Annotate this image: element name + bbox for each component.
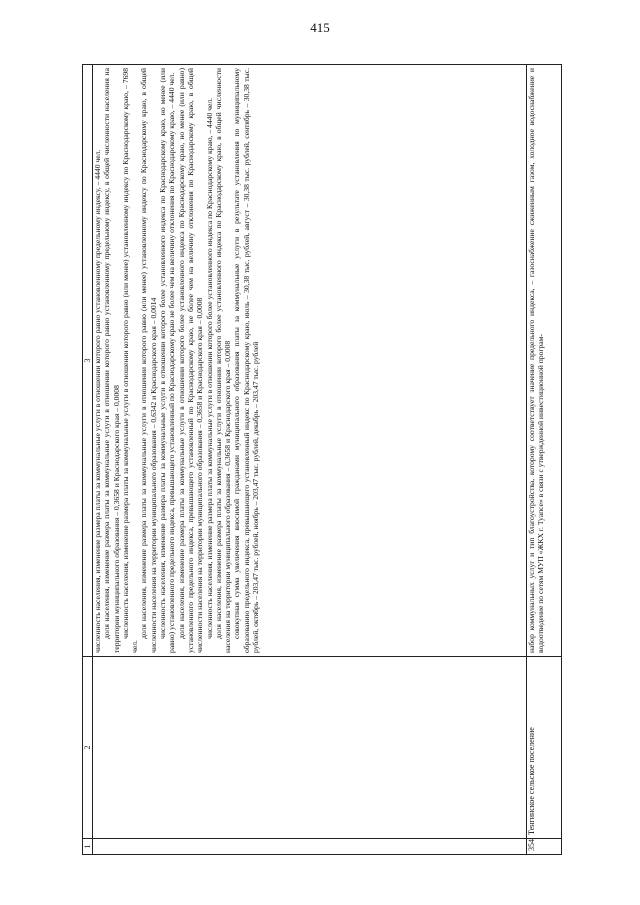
paragraph: набор коммунальных услуг и тип благоустройства, которому соответствует значение предельного индекса, – газоснабжение сжиженным газом, холодное водоснабжение и водоотведение по сетям МУП «ЖКХ г. Туапсе» в связи с утвержденной инвестиционной програм- bbox=[527, 68, 546, 653]
row-number bbox=[93, 839, 527, 855]
row-number: 354 bbox=[527, 839, 562, 855]
indices-table bbox=[82, 64, 562, 855]
paragraph: численность населения, изменение размера платы за коммунальные услуги в отношении которого равно установленному предельному индексу, – 4440 чел. bbox=[93, 149, 102, 653]
paragraph: численность населения, изменение размера платы за коммунальные услуги в отношении которого равно (или менее) установленному индексу по Краснодарскому краю, – 7698 чел. bbox=[120, 68, 140, 653]
paragraph: совокупная сумма увеличения вносимой гражданами муниципального образования платы за коммунальные услуги в результате установления по муниципальному образованию предельного индекса, превышающего установленный индекс по Краснодарскому краю, июль – 30,38 тыс. рублей, август – 30,38 тыс. рублей, сентябрь – 30,38 тыс. рублей, октябрь – 203,47 тыс. рублей, ноябрь – 203,47 тыс. рублей, декабрь – 203,47 тыс. рублей bbox=[232, 68, 261, 653]
municipality-name: Тенгинское сельское поселение bbox=[527, 657, 562, 839]
paragraph: доля населения, изменение размера платы за коммунальные услуги в отношении которого более установленного индекса по Краснодарскому краю, но менее (или равно) установленного предельного индекса, превышающего установленный по Краснодарскому краю, не более чем на величину отклонения по Краснодарскому краю, в общей численности населения на территории муниципального образования – 0,3658 и Краснодарского края – 0,0008 bbox=[176, 68, 205, 653]
table-row-354 bbox=[527, 65, 562, 855]
description-cell bbox=[527, 65, 562, 657]
paragraph: численность населения, изменение размера платы за коммунальные услуги в отношении которого более установленного индекса по Краснодарскому краю, – 4440 чел. bbox=[204, 97, 214, 639]
page-number: 415 bbox=[310, 20, 330, 35]
rotated-table-wrapper bbox=[82, 65, 562, 855]
header-col-1: 1 bbox=[83, 839, 93, 855]
table-header-row bbox=[83, 65, 93, 855]
paragraph: численность населения, изменение размера платы за коммунальные услуги в отношении которого более установленного индекса по Краснодарскому краю, но менее (или равно) установленного предельного индекса, превышающего установленный по Краснодарскому краю не более чем на величину отклонения по Краснодарскому краю, – 4440 чел. bbox=[158, 68, 177, 653]
description-cell bbox=[93, 65, 527, 657]
header-col-3: 3 bbox=[83, 65, 93, 657]
municipality-name bbox=[93, 657, 527, 839]
paragraph: доля населения, изменение размера платы за коммунальные услуги в отношении которого более установленного индекса по Краснодарскому краю, в общей численности населения на территории муниципального образования – 0,3658 и Краснодарского края – 0,0008 bbox=[213, 68, 233, 653]
paragraph: доля населения, изменение размера платы за коммунальные услуги в отношении которого равно (или менее) установленному индексу по Краснодарскому краю, в общей численности населения на территории муниципального образования – 0,6342 и Краснодарского края – 0,0014 bbox=[139, 68, 158, 653]
header-col-2: 2 bbox=[83, 657, 93, 839]
paragraph: доля населения, изменение размера платы за коммунальные услуги в отношении которого равно установленному предельному индексу, в общей численности населения на территории муниципального образования – 0,3658 и Краснодарского края – 0,0008 bbox=[102, 68, 121, 653]
table-row-continued bbox=[93, 65, 527, 855]
